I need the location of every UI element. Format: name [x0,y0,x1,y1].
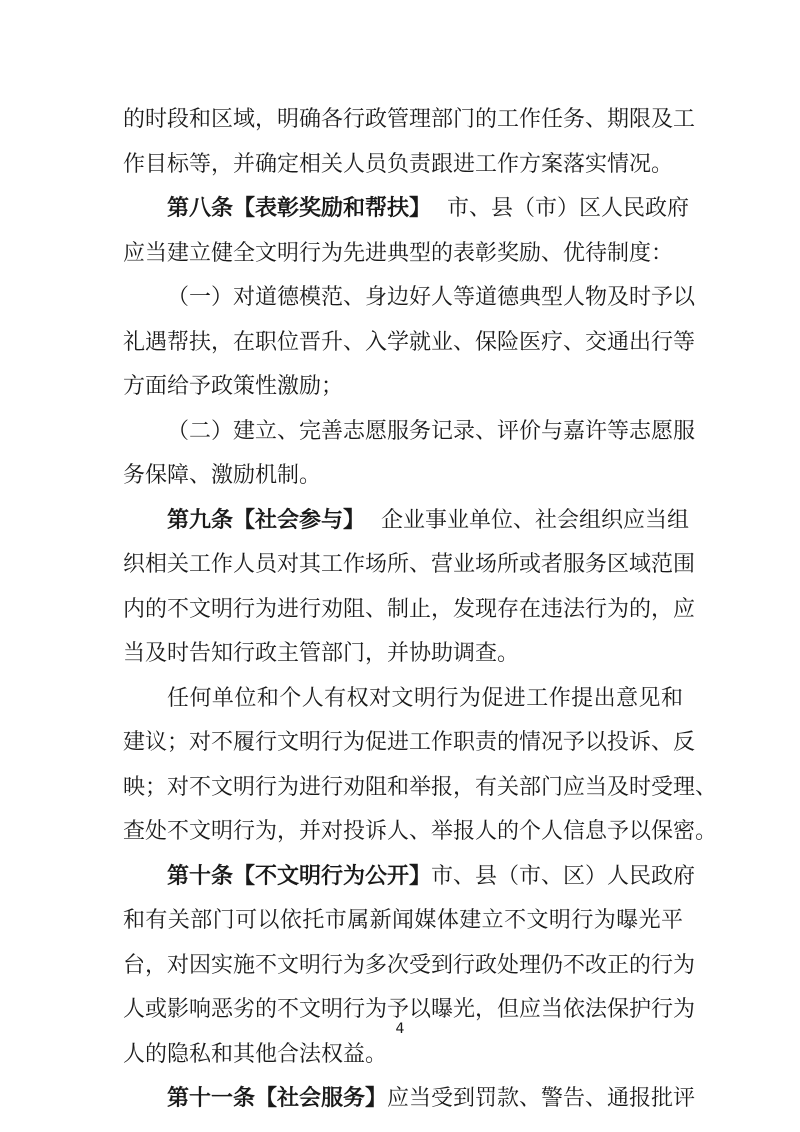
text-line: 礼遇帮扶，在职位晋升、入学就业、保险医疗、交通出行等 [123,330,696,355]
page-number: 4 [395,1021,405,1037]
article-heading: 第十条【不文明行为公开】 [167,864,432,889]
text-line: 方面给予政策性激励； [123,374,344,399]
article-line [167,194,690,224]
text-fragment: 应当受到罚款、警告、通报批评 [387,1086,696,1111]
text-line: 任何单位和个人有权对文明行为促进工作提出意见和 [167,686,683,711]
article-heading: 第八条【表彰奖励和帮扶】 [167,196,432,221]
text-line: 人或影响恶劣的不文明行为予以曝光，但应当依法保护行为 [123,997,696,1022]
text-line: 和有关部门可以依托市属新闻媒体建立不文明行为曝光平 [123,908,683,933]
text-fragment: 市、县（市、区）人民政府 [431,864,696,889]
article-heading: 第九条【社会参与】 [167,508,366,533]
article-line [167,1084,696,1114]
text-line: 的时段和区域，明确各行政管理部门的工作任务、期限及工 [123,107,696,132]
text-fragment: 企业事业单位、社会组织应当组 [381,508,690,533]
text-line: 务保障、激励机制。 [123,463,322,488]
text-line: 内的不文明行为进行劝阻、制止，发现存在违法行为的，应 [123,597,696,622]
text-line: 建议；对不履行文明行为促进工作职责的情况予以投诉、反 [123,730,696,755]
text-line: 台，对因实施不文明行为多次受到行政处理仍不改正的行为 [123,953,696,978]
text-fragment: 市、县（市）区人民政府 [447,196,690,221]
text-line: 映；对不文明行为进行劝阻和举报，有关部门应当及时受理、 [123,775,718,800]
text-line: 人的隐私和其他合法权益。 [123,1042,388,1067]
text-line: （二）建立、完善志愿服务记录、评价与嘉许等志愿服 [167,419,696,444]
article-line [167,506,690,536]
text-line: 应当建立健全文明行为先进典型的表彰奖励、优待制度： [123,241,674,266]
text-line: 当及时告知行政主管部门，并协助调查。 [123,641,520,666]
article-heading: 第十一条【社会服务】 [167,1086,388,1111]
text-line: 织相关工作人员对其工作场所、营业场所或者服务区域范围 [123,552,696,577]
text-line: （一）对道德模范、身边好人等道德典型人物及时予以 [167,285,696,310]
text-line: 作目标等，并确定相关人员负责跟进工作方案落实情况。 [123,152,674,177]
text-line: 查处不文明行为，并对投诉人、举报人的个人信息予以保密。 [123,819,718,844]
article-line [167,862,696,892]
